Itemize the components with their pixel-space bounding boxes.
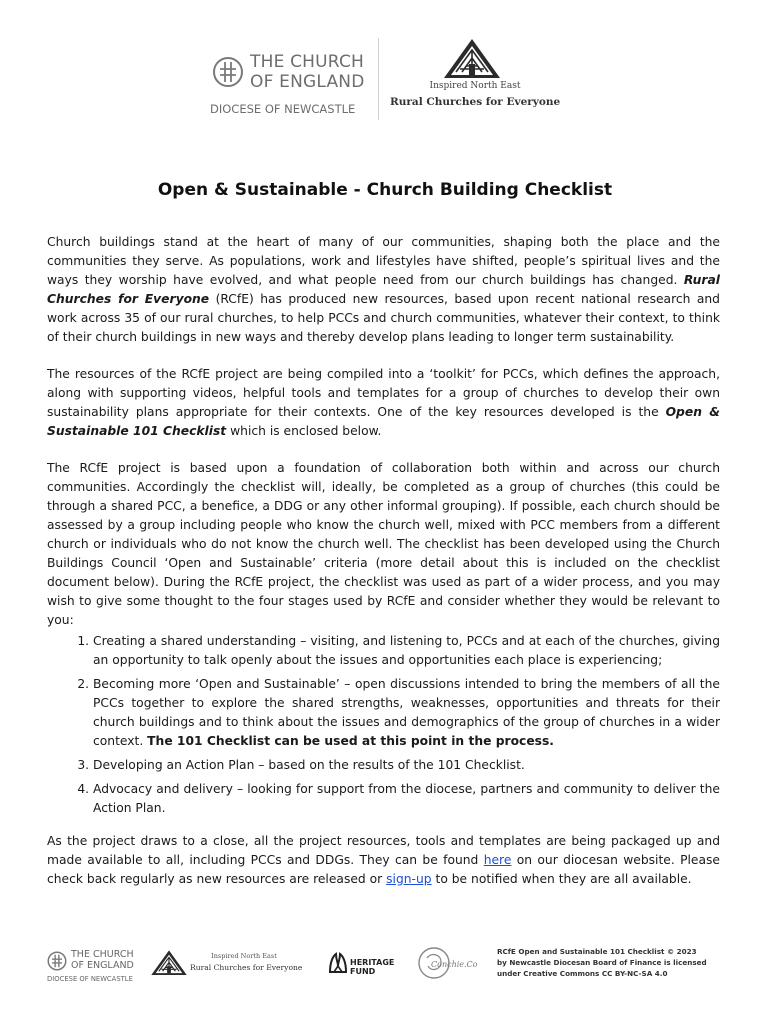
footer-coe-line2: OF ENGLAND [71, 960, 134, 971]
footer-logos [47, 942, 727, 992]
rcfe-logo [390, 38, 560, 120]
collaboration-paragraph: The RCfE project is based upon a foundation of collaboration both within and across our church communities. Accordingly the checklist will, ideally, be completed as a group of churches (this could be through a shared PCC, a benefice, a DDG or any other informal grouping). If possible, each church should be assessed by a group including people who know the church well, mixed with PCC members from a different church or individuals who do not know the church well. The checklist has been developed using the Church Buildings Council ‘Open and Sustainable’ criteria (more detail about this is included on the checklist document below). During the RCfE project, the checklist was used as part of a wider process, and you may wish to give some thought to the four stages used by RCfE and consider whether they would be relevant to you: [47, 461, 720, 627]
heritage-fund-logo [327, 948, 399, 984]
stage-item-2 [93, 675, 720, 751]
intro-text-a: Church buildings stand at the heart of many of our communities, shaping both the place and the communities they serve. As populations, work and lifestyles have shifted, people’s spiritual lives and the ways they worship have evolved, and what people need from our church buildings has changed. [47, 235, 720, 287]
footer-coe-diocese: DIOCESE OF NEWCASTLE [47, 975, 133, 983]
sign-up-link[interactable]: sign-up [386, 872, 432, 886]
stage-item-1: 1. Creating a shared understanding – visiting, and listening to, PCCs and at each of the churches, giving an opportunity to talk openly about the issues and opportunities each place is experiencing; [93, 632, 720, 670]
stage-item-2-bold: The 101 Checklist can be used at this point in the process. [147, 734, 554, 748]
church-of-england-logo [210, 50, 370, 120]
footer-rcfe-mark-icon [150, 948, 188, 978]
closing-text-a: As the project draws to a close, all the project resources, tools and templates are being packaged up and made available to all, including PCCs and DDGs. They can be found [47, 834, 720, 867]
rcfe-name: Rural Churches for Everyone [390, 96, 561, 108]
license-line1: RCfE Open and Sustainable 101 Checklist © 2023 [497, 947, 697, 956]
coe-name-line1: THE CHURCH [250, 52, 365, 72]
toolkit-text-b: which is enclosed below. [226, 424, 382, 438]
intro-text-b: (RCfE) has produced new resources, based upon recent national research and work across 35 of our rural churches, to help PCCs and church communities, whatever their context, to think of their church buildings in new ways and thereby develop plans leading to longer term sustainability. [47, 292, 720, 344]
page-title: Open & Sustainable - Church Building Checklist [157, 180, 613, 200]
conchie-logo [417, 946, 479, 982]
toolkit-paragraph [47, 365, 720, 441]
heritage-fund-line2: FUND [350, 967, 376, 976]
church-of-england-cross-icon [212, 56, 244, 88]
conchie-name: Conchie.Co [431, 960, 478, 969]
coe-diocese: DIOCESE OF NEWCASTLE [210, 102, 356, 116]
intro-paragraph [47, 233, 720, 347]
coe-name-line2: OF ENGLAND [250, 72, 365, 92]
stage-item-2-text: Becoming more ‘Open and Sustainable’ – open discussions intended to bring the members of all the PCCs together to explore the shared strengths, weaknesses, opportunities and threats for their church buildings and to think about the issues and demographics of the group of churches in a wider context. [93, 677, 720, 748]
document-body [47, 233, 720, 907]
intro-emphasis: Rural Churches for Everyone [47, 273, 720, 306]
license-notice [497, 946, 727, 979]
toolkit-emphasis: Open & Sustainable 101 Checklist [47, 405, 720, 438]
rcfe-tagline: Inspired North East [429, 81, 521, 91]
footer-coe-cross-icon [47, 951, 67, 971]
closing-text-b: on our diocesan website. Please check back regularly as new resources are released or [47, 853, 721, 886]
toolkit-text-a: The resources of the RCfE project are being compiled into a ‘toolkit’ for PCCs, which defines the approach, along with supporting videos, helpful tools and templates for a group of churches to develop their own sustainability plans appropriate for their contexts. One of the key resources developed is the [47, 367, 720, 419]
header-logos [210, 38, 570, 128]
footer-rcfe-name: Rural Churches for Everyone [190, 963, 303, 972]
stage-item-3: 3. Developing an Action Plan – based on the results of the 101 Checklist. [93, 756, 720, 775]
rcfe-church-mark-icon [442, 38, 502, 80]
heritage-fund-line1: HERITAGE [350, 958, 395, 967]
header-divider [378, 38, 379, 120]
stages-list [47, 632, 720, 818]
stage-item-4: 4. Advocacy and delivery – looking for support from the diocese, partners and community to deliver the Action Plan. [93, 780, 720, 818]
footer-rcfe-logo [190, 952, 303, 972]
footer-rcfe-tagline: Inspired North East [211, 952, 277, 960]
closing-paragraph [47, 832, 720, 889]
license-line3: under Creative Commons CC BY-NC-SA 4.0 [497, 969, 668, 978]
here-link[interactable]: here [483, 853, 512, 867]
footer-coe-logo [47, 948, 145, 988]
license-line2: by Newcastle Diocesan Board of Finance is licensed [497, 958, 707, 967]
footer-coe-line1: THE CHURCH [71, 949, 134, 960]
closing-text-c: to be notified when they are all available. [431, 872, 692, 886]
heritage-fund-hands-icon [327, 950, 349, 976]
